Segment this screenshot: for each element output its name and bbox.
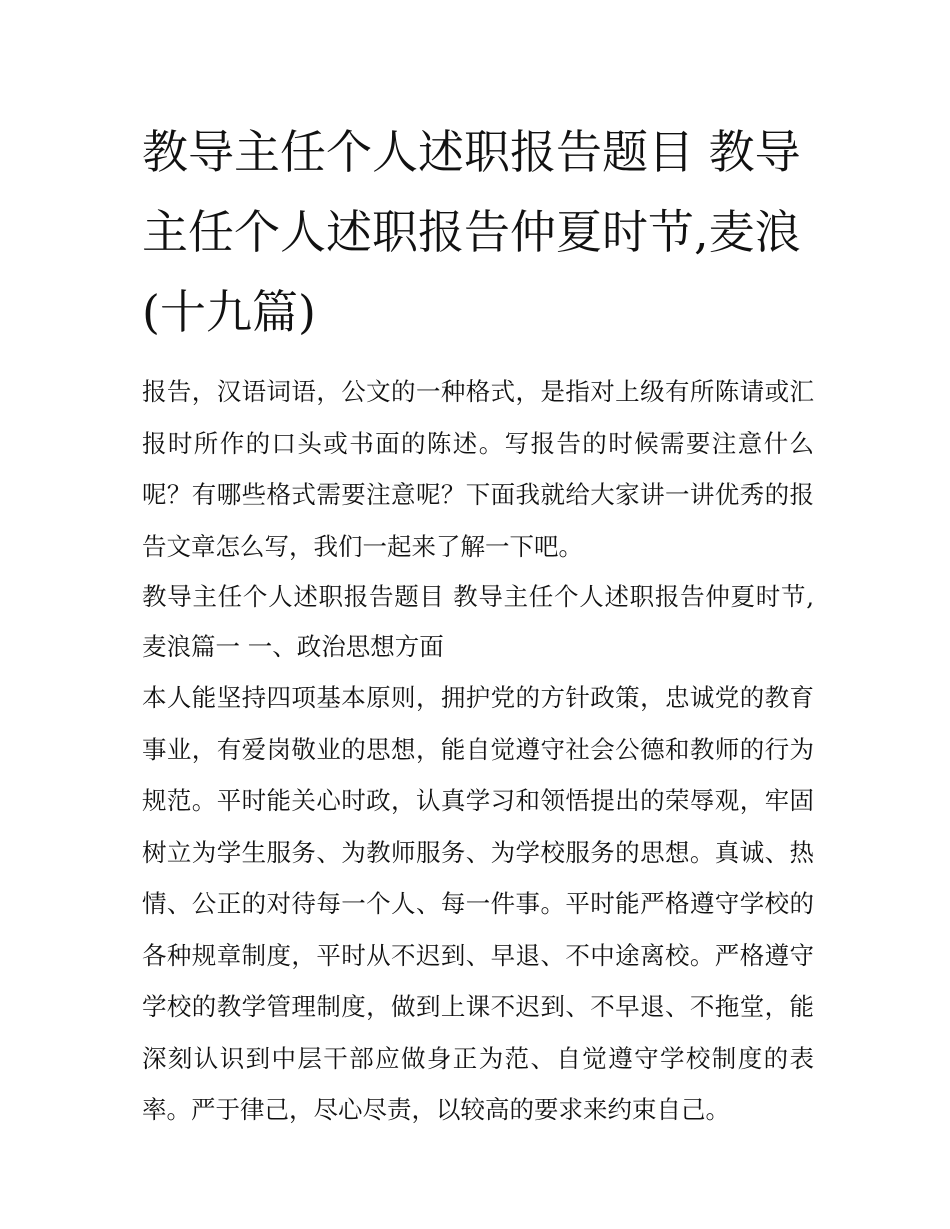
section-heading: 教导主任个人述职报告题目 教导主任个人述职报告仲夏时节,麦浪篇一 一、政治思想方面 [142, 582, 814, 661]
document-content [142, 112, 814, 1136]
intro-paragraph: 报告，汉语词语，公文的一种格式，是指对上级有所陈请或汇报时所作的口头或书面的陈述。写报告的时候需要注意什么呢？有哪些格式需要注意呢？下面我就给大家讲一讲优秀的报告文章怎么写，我们一起来了解一下吧。 [142, 377, 814, 561]
body-paragraph: 本人能坚持四项基本原则，拥护党的方针政策，忠诚党的教育事业，有爱岗敬业的思想，能自觉遵守社会公德和教师的行为规范。平时能关心时政，认真学习和领悟提出的荣辱观，牢固树立为学生服务、为教师服务、为学校服务的思想。真诚、热情、公正的对待每一个人、每一件事。平时能严格遵守学校的各种规章制度，平时从不迟到、早退、不中途离校。严格遵守学校的教学管理制度，做到上课不迟到、不早退、不拖堂，能深刻认识到中层干部应做身正为范、自觉遵守学校制度的表率。严于律己，尽心尽责，以较高的要求来约束自己。 [142, 683, 814, 1124]
document-title: 教导主任个人述职报告题目 教导主任个人述职报告仲夏时节,麦浪(十九篇) [142, 125, 801, 339]
